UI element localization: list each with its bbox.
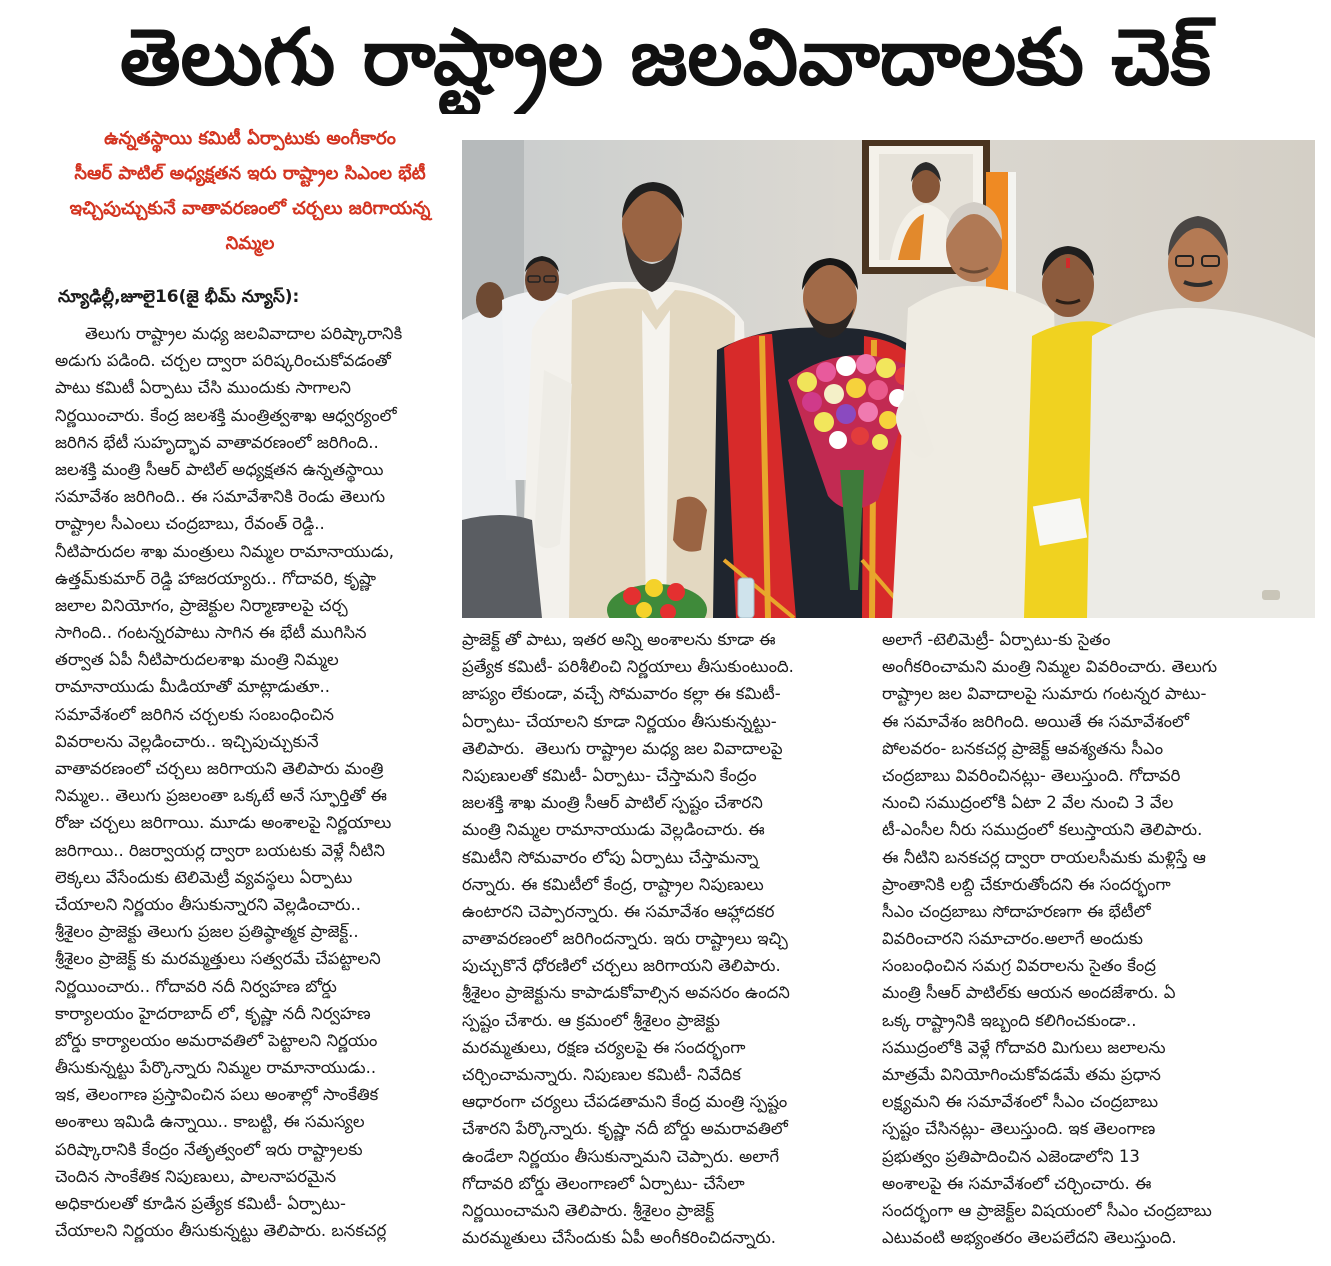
body-line: ప్రత్యేక కమిటీ- పరిశీలించి నిర్ణయాలు తీసుకుంటుంది. [462, 657, 794, 677]
body-line: బోర్డు కార్యాలయం అమరావతిలో పెట్టాలని నిర్ణయం [55, 1030, 378, 1050]
body-line: చెందిన సాంకేతిక నిపుణులు, పాలనాపరమైన [55, 1166, 337, 1186]
body-line: పాటు కమిటీ ఏర్పాటు చేసి ముందుకు సాగాలని [55, 378, 351, 398]
body-line: సముద్రంలోకి వెళ్లే గోదావరి మిగులు జలాలను [882, 1037, 1166, 1057]
body-line: పుచ్చుకొనే ధోరణిలో చర్చలు జరిగాయని తెలిపారు. [462, 956, 781, 976]
body-line: వాతావరణంలో జరిగిందన్నారు. ఇరు రాష్ట్రాలు ఇచ్చి [462, 929, 788, 949]
news-photo [462, 140, 1315, 618]
body-line: నిపుణులతో కమిటీ- ఏర్పాటు- చేస్తామని కేంద్రం [462, 765, 757, 785]
body-line: సమావేశం జరిగింది.. ఈ సమావేశానికి రెండు తెలుగు [55, 487, 386, 507]
body-line: ప్రాజెక్ట్ తో పాటు, ఇతర అన్ని అంశాలను కూడా ఈ [462, 630, 776, 649]
body-line: ఇక, తెలంగాణ ప్రస్తావించిన పలు అంశాల్లో సాంకేతిక [55, 1085, 379, 1105]
body-line: జరిగాయి.. రిజర్వాయర్ల ద్వారా బయటకు వెళ్లే నీటిని [55, 840, 385, 860]
headline: తెలుగు రాష్ట్రాల జలవివాదాలకు చెక్ [119, 13, 1212, 103]
article-column-left [55, 320, 447, 1244]
body-line: మంత్రి సీఆర్ పాటిల్‌కు ఆయన అందజేశారు. ఏ [882, 983, 1176, 1003]
body-line: జరిగిన భేటీ సుహృద్భావ వాతావరణంలో జరిగింది.. [55, 432, 379, 452]
body-line: సీఎం చంద్రబాబు సోదాహరణగా ఈ భేటీలో [882, 901, 1151, 921]
body-line: టీ-ఎంసీల నీరు సముద్రంలో కలుస్తాయని తెలిపారు. [882, 820, 1203, 840]
body-line: సందర్భంగా ఆ ప్రాజెక్ట్‌ల విషయంలో సీఎం చంద్రబాబు [882, 1200, 1212, 1220]
body-line: తెలుగు రాష్ట్రాల మధ్య జలవివాదాల పరిష్కారానికి [85, 324, 403, 343]
body-line: రోజు చర్చలు జరిగాయి. మూడు అంశాలపై నిర్ణయాలు [55, 813, 392, 833]
body-line: పోలవరం- బనకచర్ల ప్రాజెక్ట్ ఆవశ్యతను సీఎం [882, 738, 1164, 758]
body-line: రన్నారు. ఈ కమిటీలో కేంద్ర, రాష్ట్రాల నిపుణులు [462, 874, 764, 894]
article-column-middle [462, 626, 866, 1251]
body-line: అడుగు పడింది. చర్చల ద్వారా పరిష్కరించుకోవడంతో [55, 351, 391, 371]
body-line: జాప్యం లేకుండా, వచ్చే సోమవారం కల్లా ఈ కమిటీ- [462, 684, 781, 704]
body-line: నిర్ణయించారు. కేంద్ర జలశక్తి మంత్రిత్వశాఖ ఆధ్వర్యంలో [55, 405, 397, 425]
body-line: అధికారులతో కూడిన ప్రత్యేక కమిటీ- ఏర్పాటు- [55, 1194, 346, 1213]
subheadline-line: ఉన్నతస్థాయి కమిటీ ఏర్పాటుకు అంగీకారం [104, 128, 396, 149]
body-line: లెక్కలు వేసేందుకు టెలిమెట్రీ వ్యవస్థలు ఏర్పాటు [55, 867, 353, 887]
body-line: జలాల వినియోగం, ప్రాజెక్టుల నిర్మాణాలపై చర్చ [55, 595, 348, 615]
body-line: స్పష్టం చేశారు. ఆ క్రమంలో శ్రీశైలం ప్రాజెక్టు [462, 1010, 720, 1030]
body-line: కమిటీని సోమవారం లోపు ఏర్పాటు చేస్తామన్నా [462, 847, 759, 867]
body-line: మాత్రమే వినియోగించుకోవడమే తమ ప్రధాన [882, 1065, 1161, 1084]
body-line: తీసుకున్నట్టు పేర్కొన్నారు నిమ్మల రామానాయుడు.. [55, 1058, 377, 1078]
body-line: అలాగే -టెలిమెట్రీ- ఏర్పాటు-కు సైతం [882, 630, 1111, 649]
subheadline-line: నిమ్మల [225, 233, 275, 254]
body-line: అంశాలు ఇమిడి ఉన్నాయి.. కాబట్టి, ఈ సమస్యల [55, 1112, 365, 1132]
body-line: వివరించారని సమాచారం.అలాగే అందుకు [882, 929, 1143, 949]
body-line: సాగింది.. గంటన్నరపాటు సాగిన ఈ భేటీ ముగిసిన [55, 623, 367, 643]
body-line: చేయాలని నిర్ణయం తీసుకున్నారని వెల్లడించారు.. [55, 894, 362, 914]
body-line: పరిష్కారానికి కేంద్రం నేతృత్వంలో ఇరు రాష్ట్రాలకు [55, 1139, 363, 1159]
body-line: ఈ సమావేశం జరిగింది. అయితే ఈ సమావేశంలో [882, 711, 1190, 731]
body-line: అంగీకరించామని మంత్రి నిమ్మల వివరించారు. తెలుగు [882, 657, 1218, 677]
body-line: స్పష్టం చేసినట్లు- తెలుస్తుంది. ఇక తెలంగాణ [882, 1119, 1156, 1139]
body-line: చర్చించామన్నారు. నిపుణుల కమిటీ- నివేదిక [462, 1065, 741, 1084]
body-line: కార్యాలయం హైదరాబాద్ లో, కృష్ణా నదీ నిర్వహణ [55, 1003, 371, 1023]
body-line: ఉత్తమ్‌కుమార్ రెడ్డి హాజరయ్యారు.. గోదావరి, కృష్ణా [55, 568, 377, 588]
subheadline-line: సీఆర్ పాటిల్ అధ్యక్షతన ఇరు రాష్ట్రాల సిఎంల భేటీ [74, 163, 426, 184]
news-photo-illustration [462, 140, 1315, 618]
body-line: నిర్ణయించారు.. గోదావరి నదీ నిర్వహణ బోర్డు [55, 976, 337, 996]
body-line: ఉంటారని చెప్పారన్నారు. ఈ సమావేశం ఆహ్లాదకర [462, 901, 775, 921]
body-line: శ్రీశైలం ప్రాజెక్ట్ కు మరమ్మత్తులు సత్వరమే చేపట్టాలని [55, 949, 381, 969]
body-line: నిర్ణయించామని తెలిపారు. శ్రీశైలం ప్రాజెక్ట్ [462, 1200, 714, 1220]
body-line: నుంచి సముద్రంలోకి ఏటా 2 వేల నుంచి 3 వేల [882, 793, 1174, 813]
body-line: చేశారని పేర్కొన్నారు. కృష్ణా నదీ బోర్డు అమరావతిలో [462, 1119, 788, 1139]
body-line: నిమ్మల.. తెలుగు ప్రజలంతా ఒక్కటే అనే స్ఫూర్తితో ఈ [55, 786, 387, 806]
body-line: చంద్రబాబు వివరించినట్లు- తెలుస్తుంది. గోదావరి [882, 765, 1181, 785]
body-line: మంత్రి నిమ్మల రామానాయుడు వెల్లడించారు. ఈ [462, 820, 765, 840]
body-line: ఏర్పాటు- చేయాలని కూడా నిర్ణయం తీసుకున్నట్టు- [462, 711, 777, 731]
papers [1033, 498, 1087, 546]
body-line: లక్ష్యమని ఈ సమావేశంలో సీఎం చంద్రబాబు [882, 1092, 1159, 1112]
body-line: ఈ నీటిని బనకచర్ల ద్వారా రాయలసీమకు మళ్లిస్తే ఆ [882, 847, 1206, 867]
body-line: రాష్ట్రాల జల వివాదాలపై సుమారు గంటన్నర పాటు- [882, 684, 1207, 704]
body-line: ప్రభుత్వం ప్రతిపాదించిన ఎజెండాలోని 13 [882, 1146, 1140, 1166]
body-line: ఉండేలా నిర్ణయం తీసుకున్నామని చెప్పారు. అలాగే [462, 1146, 780, 1166]
body-line: తర్వాత ఏపీ నీటిపారుదలశాఖ మంత్రి నిమ్మల [55, 650, 339, 670]
dateline: న్యూఢిల్లీ,జూలై16(జై భీమ్ న్యూస్): [58, 287, 300, 307]
body-line: మరమ్మతులు, రక్షణ చర్యలపై ఈ సందర్భంగా [462, 1037, 746, 1057]
body-line: అంశాలపై ఈ సమావేశంలో చర్చించారు. ఈ [882, 1173, 1152, 1193]
body-line: ఒక్క రాష్ట్రానికి ఇబ్బంది కలిగించకుండా.. [882, 1010, 1137, 1030]
body-line: మరమ్మతులు చేసేందుకు ఏపీ అంగీకరించిదన్నారు. [462, 1228, 777, 1248]
body-line: రాష్ట్రాల సీఎంలు చంద్రబాబు, రేవంత్ రెడ్డి.. [55, 514, 325, 534]
body-line: శ్రీశైలం ప్రాజెక్టు తెలుగు ప్రజల ప్రతిష్ఠాత్మక ప్రాజెక్ట్.. [55, 922, 359, 942]
body-line: రామానాయుడు మీడియాతో మాట్లాడుతూ.. [55, 677, 331, 697]
body-line: జలశక్తి మంత్రి సీఆర్ పాటిల్ అధ్యక్షతన ఉన్నతస్థాయి [55, 459, 384, 479]
body-line: సమావేశంలో జరిగిన చర్చలకు సంబంధించిన [55, 704, 334, 724]
body-line: సంబంధించిన సమగ్ర వివరాలను సైతం కేంద్ర [882, 956, 1156, 976]
subheadline [42, 121, 458, 261]
body-line: శ్రీశైలం ప్రాజెక్టును కాపాడుకోవాల్సిన అవసరం ఉందని [462, 983, 790, 1003]
body-line: నీటిపారుదల శాఖ మంత్రులు నిమ్మల రామానాయుడు, [55, 541, 394, 561]
body-line: ఎటువంటి అభ్యంతరం తెలపలేదని తెలుస్తుంది. [882, 1228, 1177, 1248]
article-column-right [882, 626, 1316, 1251]
subheadline-line: ఇచ్చిపుచ్చుకునే వాతావరణంలో చర్చలు జరిగాయన్న [69, 198, 431, 219]
body-line: వివరాలను వెల్లడించారు.. ఇచ్చిపుచ్చుకునే [55, 731, 319, 751]
body-line: చేయాలని నిర్ణయం తీసుకున్నట్టు తెలిపారు. బనకచర్ల [55, 1221, 387, 1241]
body-line: జలశక్తి శాఖ మంత్రి సీఆర్ పాటిల్ స్పష్టం చేశారని [462, 793, 763, 813]
water-bottle [738, 578, 754, 618]
chair [462, 515, 542, 618]
body-line: ప్రాంతానికి లబ్ది చేకూరుతోందని ఈ సందర్భంగా [882, 874, 1171, 894]
body-line: గోదావరి బోర్డు తెలంగాణలో ఏర్పాటు- చేసేలా [462, 1173, 745, 1193]
body-line: వాతావరణంలో చర్చలు జరిగాయని తెలిపారు మంత్రి [55, 759, 384, 778]
body-line: ఆధారంగా చర్యలు చేపడతామని కేంద్ర మంత్రి స్పష్టం [462, 1092, 788, 1112]
body-line: తెలిపారు. తెలుగు రాష్ట్రాల మధ్య జల వివాదాలపై [462, 738, 783, 758]
